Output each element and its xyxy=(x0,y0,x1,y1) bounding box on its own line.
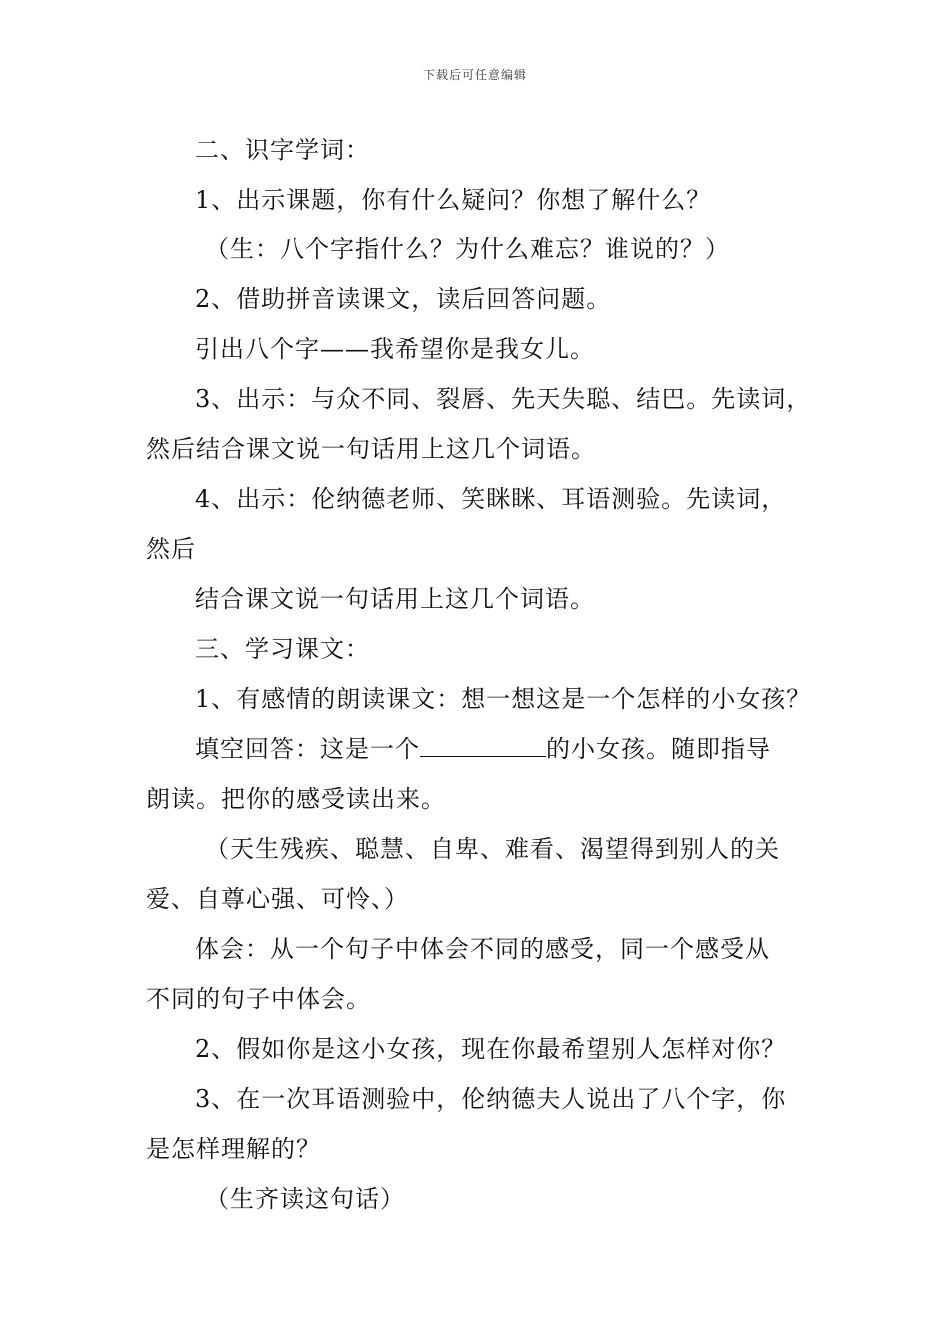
paragraph-line: 不同的句子中体会。 xyxy=(146,985,371,1013)
section-heading-2: 二、识字学词： xyxy=(195,136,370,164)
fill-in-blank-line xyxy=(195,734,771,764)
paragraph-line: 是怎样理解的？ xyxy=(146,1135,321,1163)
paragraph-line: （生齐读这句话） xyxy=(205,1185,405,1213)
paragraph-line: 引出八个字——我希望你是我女儿。 xyxy=(195,335,595,363)
blank-underline xyxy=(420,734,546,757)
paragraph-line: 结合课文说一句话用上这几个词语。 xyxy=(195,585,595,613)
paragraph-line: 然后 xyxy=(146,535,196,563)
paragraph-line: 爱、自尊心强、可怜、） xyxy=(146,885,409,913)
paragraph-line: 3、出示：与众不同、裂唇、先天失聪、结巴。先读词， xyxy=(195,385,812,413)
page-header: 下载后可任意编辑 xyxy=(422,68,527,82)
paragraph-line: 2、借助拼音读课文，读后回答问题。 xyxy=(195,285,612,313)
paragraph-line: 1、有感情的朗读课文：想一想这是一个怎样的小女孩？ xyxy=(195,685,812,713)
paragraph-line: （生：八个字指什么？为什么难忘？谁说的？） xyxy=(205,235,730,263)
section-heading-3: 三、学习课文： xyxy=(195,635,370,663)
paragraph-line: 然后结合课文说一句话用上这几个词语。 xyxy=(146,435,596,463)
paragraph-line: （天生残疾、聪慧、自卑、难看、渴望得到别人的关 xyxy=(205,835,780,863)
paragraph-line: 1、出示课题，你有什么疑问？你想了解什么？ xyxy=(195,186,712,214)
paragraph-line: 体会：从一个句子中体会不同的感受，同一个感受从 xyxy=(195,935,770,963)
paragraph-line: 3、在一次耳语测验中，伦纳德夫人说出了八个字，你 xyxy=(195,1085,787,1113)
paragraph-line: 4、出示：伦纳德老师、笑眯眯、耳语测验。先读词， xyxy=(195,485,787,513)
paragraph-line: 朗读。把你的感受读出来。 xyxy=(146,785,446,813)
fill-text-before: 填空回答：这是一个 xyxy=(195,735,420,763)
fill-text-after: 的小女孩。随即指导 xyxy=(546,735,771,763)
paragraph-line: 2、假如你是这小女孩，现在你最希望别人怎样对你？ xyxy=(195,1035,787,1063)
